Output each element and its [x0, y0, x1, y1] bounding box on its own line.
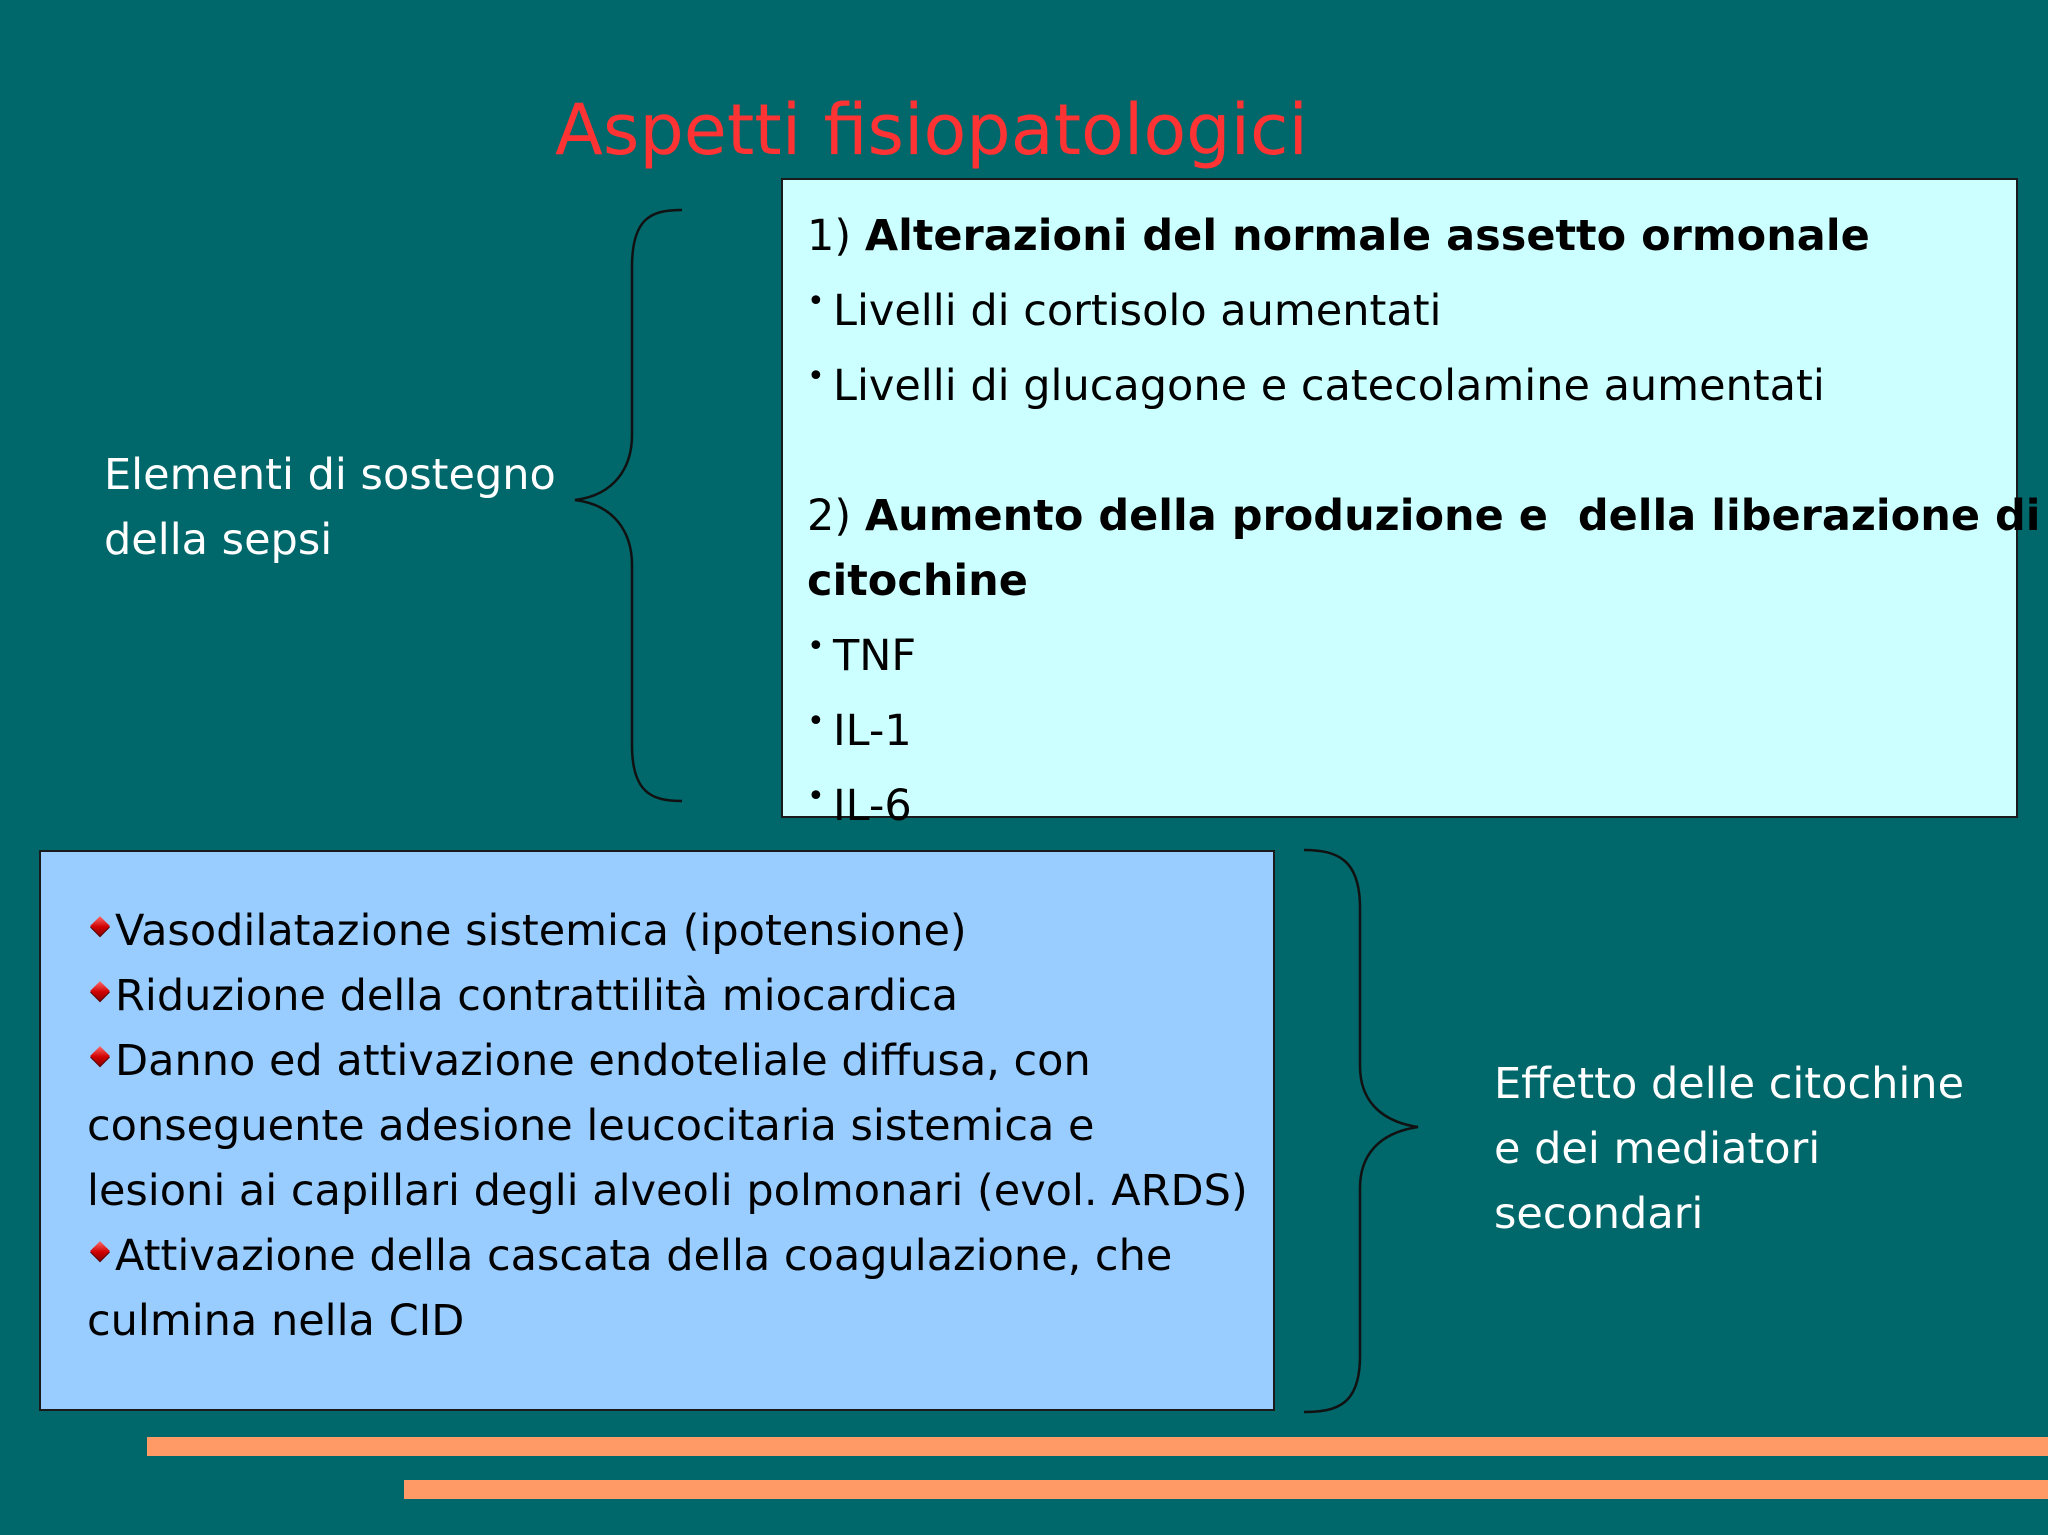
decorative-rule-lower — [404, 1480, 2048, 1499]
section-1-heading — [807, 204, 1976, 269]
slide-title: Aspetti fisiopatologici — [555, 89, 1308, 171]
hormonal-cytokine-box — [781, 178, 2041, 831]
right-brace-icon — [1300, 846, 1430, 1416]
bullet-dot-icon: • — [807, 629, 825, 664]
list-item — [807, 269, 1976, 344]
section-2-heading — [807, 484, 2041, 549]
list-item — [807, 344, 1976, 419]
right-label-line: e dei mediatori — [1494, 1124, 1821, 1174]
list-item — [87, 899, 1243, 964]
section-2-number: 2) — [807, 491, 852, 541]
section-1-number: 1) — [807, 211, 852, 261]
left-label-line: della sepsi — [104, 515, 333, 565]
list-item-text: culmina nella CID — [87, 1296, 465, 1346]
bullet-dot-icon: • — [807, 284, 825, 319]
red-diamond-bullet-icon — [90, 1046, 110, 1066]
list-item-text: TNF — [833, 631, 917, 681]
list-item-text: Vasodilatazione sistemica (ipotensione) — [115, 906, 967, 956]
list-item-text: IL-6 — [833, 781, 912, 831]
list-item — [87, 1224, 1243, 1354]
right-label-line: Effetto delle citochine — [1494, 1059, 1965, 1109]
right-label-line: secondari — [1494, 1189, 1704, 1239]
section-2-title: Aumento della produzione e della liberazione di — [864, 491, 2041, 541]
right-label — [1494, 1052, 1964, 1247]
list-item-text: Riduzione della contrattilità miocardica — [115, 971, 959, 1021]
list-item-text: Livelli di cortisolo aumentati — [833, 286, 1442, 336]
bullet-dot-icon: • — [807, 704, 825, 739]
list-item-text: lesioni ai capillari degli alveoli polmonari (evol. ARDS) — [87, 1166, 1248, 1216]
red-diamond-bullet-icon — [90, 916, 110, 936]
list-item — [87, 964, 1243, 1029]
spacer — [807, 419, 1976, 484]
list-item-text: conseguente adesione leucocitaria sistemica e — [87, 1101, 1095, 1151]
list-item — [807, 764, 1976, 839]
bullet-dot-icon: • — [807, 779, 825, 814]
list-item-text: Attivazione della cascata della coagulazione, che — [115, 1231, 1173, 1281]
left-label — [104, 443, 556, 573]
decorative-rule-upper — [147, 1437, 2048, 1456]
list-item — [807, 689, 1976, 764]
list-item-text: IL-1 — [833, 706, 912, 756]
list-item-text: Danno ed attivazione endoteliale diffusa, con — [115, 1036, 1091, 1086]
list-item — [87, 1029, 1248, 1224]
left-label-line: Elementi di sostegno — [104, 450, 556, 500]
bullet-dot-icon: • — [807, 359, 825, 394]
list-item-text: Livelli di glucagone e catecolamine aumentati — [833, 361, 1825, 411]
red-diamond-bullet-icon — [90, 1241, 110, 1261]
section-2-heading-cont — [807, 549, 1976, 614]
list-item — [807, 614, 1976, 689]
section-1-title: Alterazioni del normale assetto ormonale — [864, 211, 1870, 261]
effects-box — [39, 850, 1275, 1411]
red-diamond-bullet-icon — [90, 981, 110, 1001]
section-2-title-cont: citochine — [807, 556, 1028, 606]
left-brace-icon — [570, 205, 690, 805]
